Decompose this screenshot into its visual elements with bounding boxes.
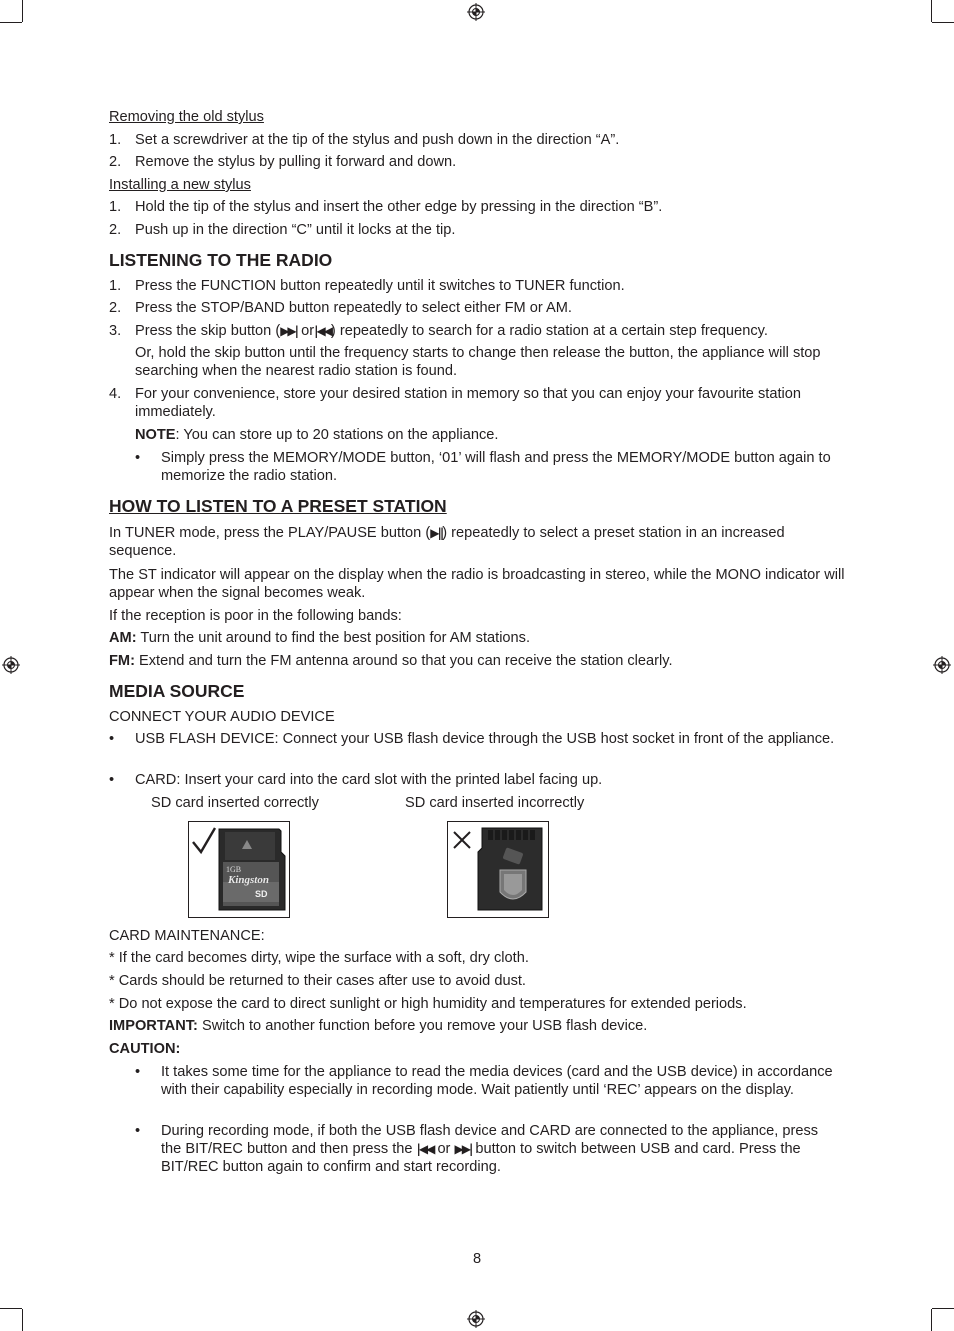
registration-mark-icon xyxy=(2,656,20,674)
preset-paragraph-3: If the reception is poor in the following bands: xyxy=(109,608,402,624)
bullet-item: Simply press the MEMORY/MODE button, ‘01’ will flash and press the MEMORY/MODE button again to memorize the radio station. xyxy=(161,450,831,484)
play-pause-icon: ▶|| xyxy=(430,526,443,540)
skip-forward-icon: ▶▶| xyxy=(454,1142,472,1156)
bullet: • xyxy=(135,1123,141,1139)
list-item: Press the FUNCTION button repeatedly until it switches to TUNER function. xyxy=(135,278,625,294)
preset-paragraph-2: The ST indicator will appear on the display when the radio is broadcasting in stereo, while the MONO indicator will appear when the signal becomes weak. xyxy=(109,567,845,601)
maintenance-heading: CARD MAINTENANCE: xyxy=(109,928,265,944)
fm-tip: FM: Extend and turn the FM antenna around so that you can receive the station clearly. xyxy=(109,653,673,669)
registration-mark-icon xyxy=(467,3,485,21)
bullet-item: CARD: Insert your card into the card slot with the printed label facing up. xyxy=(135,772,603,788)
crop-mark xyxy=(932,22,954,23)
list-number: 4. xyxy=(109,386,122,402)
list-item-continuation: Or, hold the skip button until the frequency starts to change then release the button, the appliance will stop searching when the nearest radio station is found. xyxy=(135,345,821,379)
sd-card-back-icon xyxy=(448,822,548,917)
sd-card-incorrect-image xyxy=(447,821,549,918)
crop-mark xyxy=(22,0,23,22)
note: NOTE: You can store up to 20 stations on the appliance. xyxy=(135,427,499,443)
sd-card-front-icon xyxy=(189,822,289,917)
bullet: • xyxy=(135,1064,141,1080)
list-item: Press the STOP/BAND button repeatedly to select either FM or AM. xyxy=(135,300,572,316)
list-item: Press the skip button (▶▶| or|◀◀) repeatedly to search for a radio station at a certain step frequency. xyxy=(135,323,768,339)
radio-heading: LISTENING TO THE RADIO xyxy=(109,250,333,270)
svg-text:Kingston: Kingston xyxy=(228,874,269,886)
list-item: Set a screwdriver at the tip of the stylus and push down in the direction “A”. xyxy=(135,132,620,148)
skip-forward-icon: ▶▶| xyxy=(280,324,298,338)
sd-card-correct-image xyxy=(188,821,290,918)
list-item: Remove the stylus by pulling it forward and down. xyxy=(135,154,457,170)
bullet: • xyxy=(109,772,115,788)
maintenance-item: * If the card becomes dirty, wipe the surface with a soft, dry cloth. xyxy=(109,950,529,966)
sd-incorrect-caption: SD card inserted incorrectly xyxy=(405,795,585,811)
bullet: • xyxy=(109,731,115,747)
media-heading: MEDIA SOURCE xyxy=(109,681,245,701)
list-number: 1. xyxy=(109,132,122,148)
maintenance-item: * Do not expose the card to direct sunlight or high humidity and temperatures for extended periods. xyxy=(109,996,747,1012)
list-item: Hold the tip of the stylus and insert the other edge by pressing in the direction “B”. xyxy=(135,199,663,215)
skip-back-icon: |◀◀ xyxy=(314,324,331,338)
sd-correct-caption: SD card inserted correctly xyxy=(151,795,319,811)
caution-heading: CAUTION: xyxy=(109,1041,181,1057)
skip-back-icon: |◀◀ xyxy=(416,1142,434,1156)
installing-title: Installing a new stylus xyxy=(109,177,251,193)
svg-text:1GB: 1GB xyxy=(226,865,242,874)
crop-mark xyxy=(22,1309,23,1331)
preset-paragraph-1: In TUNER mode, press the PLAY/PAUSE button (▶||) repeatedly to select a preset station in an increased sequence. xyxy=(109,525,785,559)
list-item: Push up in the direction “C” until it locks at the tip. xyxy=(135,222,456,238)
cross-icon xyxy=(454,832,470,848)
caution-item: It takes some time for the appliance to read the media devices (card and the USB device) in accordance with their capability especially in recording mode. Wait patiently until ‘REC’ appears on the display. xyxy=(161,1064,833,1098)
bullet: • xyxy=(135,450,141,466)
am-tip: AM: Turn the unit around to find the best position for AM stations. xyxy=(109,630,531,646)
list-number: 1. xyxy=(109,278,122,294)
registration-mark-icon xyxy=(933,656,951,674)
maintenance-item: * Cards should be returned to their cases after use to avoid dust. xyxy=(109,973,526,989)
list-number: 2. xyxy=(109,154,122,170)
crop-mark xyxy=(931,1309,932,1331)
list-item: For your convenience, store your desired station in memory so that you can enjoy your favourite station immediately. xyxy=(135,386,801,420)
crop-mark xyxy=(0,22,22,23)
list-number: 1. xyxy=(109,199,122,215)
svg-text:SD: SD xyxy=(255,889,268,899)
check-icon xyxy=(193,828,215,852)
connect-subheading: CONNECT YOUR AUDIO DEVICE xyxy=(109,709,335,725)
caution-item: During recording mode, if both the USB flash device and CARD are connected to the appliance, press the BIT/REC button and then press the |◀◀ or ▶▶| button to switch between USB and card. Press the BIT/REC button again to confirm and start recording. xyxy=(161,1123,819,1175)
crop-mark xyxy=(0,1308,22,1309)
important-note: IMPORTANT: Switch to another function before you remove your USB flash device. xyxy=(109,1018,648,1034)
crop-mark xyxy=(932,1308,954,1309)
preset-heading: HOW TO LISTEN TO A PRESET STATION xyxy=(109,496,447,516)
page-number: 8 xyxy=(472,1251,482,1267)
list-number: 2. xyxy=(109,222,122,238)
registration-mark-icon xyxy=(467,1310,485,1328)
bullet-item: USB FLASH DEVICE: Connect your USB flash device through the USB host socket in front of the appliance. xyxy=(135,731,835,747)
list-number: 2. xyxy=(109,300,122,316)
crop-mark xyxy=(931,0,932,22)
removing-title: Removing the old stylus xyxy=(109,109,264,125)
list-number: 3. xyxy=(109,323,122,339)
